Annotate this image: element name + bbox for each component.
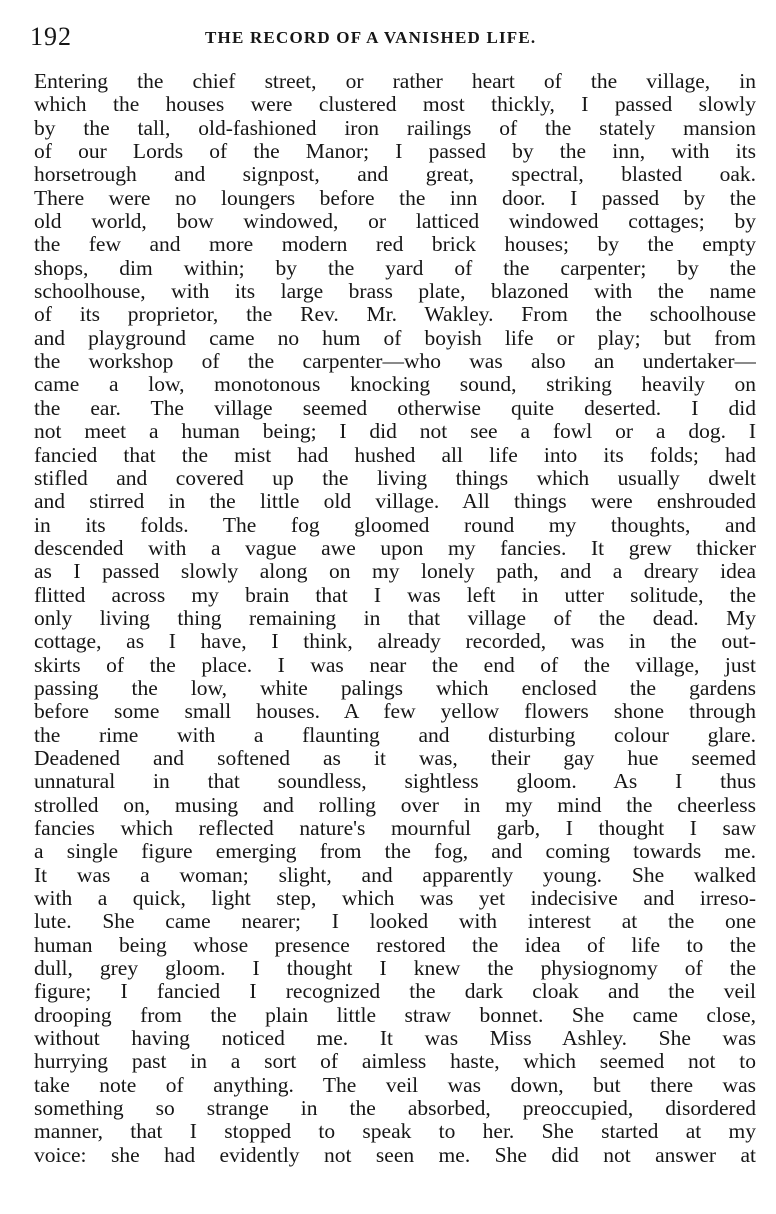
running-title: THE RECORD OF A VANISHED LIFE. xyxy=(205,28,537,47)
page-number: 192 xyxy=(30,22,72,51)
text-line: lute. She came nearer; I looked with interest at the one xyxy=(34,910,756,934)
text-line: fancies which reflected nature's mournful garb, I thought I saw xyxy=(34,817,756,840)
text-line: hurrying past in a sort of aimless haste, which seemed not to xyxy=(34,1050,756,1074)
text-line: dull, grey gloom. I thought I knew the physiognomy of the xyxy=(34,957,756,981)
text-line: the rime with a flaunting and disturbing colour glare. xyxy=(34,723,756,747)
text-line: the workshop of the carpenter—who was also an undertaker— xyxy=(34,350,756,374)
text-line: of its proprietor, the Rev. Mr. Wakley. From the schoolhouse xyxy=(34,303,756,327)
text-line: drooping from the plain little straw bonnet. She came close, xyxy=(34,1003,756,1027)
page-header xyxy=(30,22,760,52)
text-line: passing the low, white palings which enclosed the gardens xyxy=(34,676,756,700)
text-line: without having noticed me. It was Miss Ashley. She was xyxy=(34,1027,756,1051)
text-line: not meet a human being; I did not see a fowl or a dog. I xyxy=(34,420,756,444)
text-line: stifled and covered up the living things which usually dwelt xyxy=(34,466,756,490)
text-line: of our Lords of the Manor; I passed by the inn, with its xyxy=(34,140,756,164)
text-line: schoolhouse, with its large brass plate, blazoned with the name xyxy=(34,280,756,304)
text-line: and stirred in the little old village. All things were enshrouded xyxy=(34,490,756,514)
text-line: came a low, monotonous knocking sound, striking heavily on xyxy=(34,373,756,397)
text-line: the few and more modern red brick houses; by the empty xyxy=(34,233,756,257)
text-line: something so strange in the absorbed, preoccupied, disordered xyxy=(34,1097,756,1121)
text-line: which the houses were clustered most thickly, I passed slowly xyxy=(34,93,756,117)
text-line: with a quick, light step, which was yet indecisive and irreso- xyxy=(34,887,756,911)
text-line: a single figure emerging from the fog, and coming towards me. xyxy=(34,840,756,864)
text-line: shops, dim within; by the yard of the carpenter; by the xyxy=(34,256,756,280)
text-line: manner, that I stopped to speak to her. She started at my xyxy=(34,1120,756,1144)
text-line: take note of anything. The veil was down, but there was xyxy=(34,1073,756,1097)
text-line: in its folds. The fog gloomed round my thoughts, and xyxy=(34,513,756,537)
text-line: voice: she had evidently not seen me. She did not answer at xyxy=(34,1143,756,1167)
text-line: old world, bow windowed, or latticed windowed cottages; by xyxy=(34,210,756,234)
text-line: There were no loungers before the inn door. I passed by the xyxy=(34,186,756,210)
text-line: by the tall, old-fashioned iron railings of the stately mansion xyxy=(34,116,756,140)
text-line: descended with a vague awe upon my fancies. It grew thicker xyxy=(34,536,756,560)
text-line: and playground came no hum of boyish life or play; but from xyxy=(34,326,756,350)
text-line: figure; I fancied I recognized the dark cloak and the veil xyxy=(34,980,756,1004)
text-line: strolled on, musing and rolling over in my mind the cheerless xyxy=(34,793,756,817)
text-line: only living thing remaining in that village of the dead. My xyxy=(34,606,756,630)
text-line: horsetrough and signpost, and great, spectral, blasted oak. xyxy=(34,163,756,187)
text-line: skirts of the place. I was near the end of the village, just xyxy=(34,653,756,677)
text-line: Entering the chief street, or rather heart of the village, in xyxy=(34,70,756,93)
text-line: It was a woman; slight, and apparently young. She walked xyxy=(34,863,756,887)
text-line: before some small houses. A few yellow flowers shone through xyxy=(34,700,756,724)
text-line: flitted across my brain that I was left in utter solitude, the xyxy=(34,583,756,607)
text-line: human being whose presence restored the idea of life to the xyxy=(34,933,756,957)
text-line: Deadened and softened as it was, their gay hue seemed xyxy=(34,746,756,770)
text-line: cottage, as I have, I think, already recorded, was in the out- xyxy=(34,630,756,654)
text-line: the ear. The village seemed otherwise quite deserted. I did xyxy=(34,396,756,420)
text-line: unnatural in that soundless, sightless gloom. As I thus xyxy=(34,770,756,794)
body-text xyxy=(34,70,756,1167)
text-line: as I passed slowly along on my lonely path, and a dreary idea xyxy=(34,560,756,584)
text-line: fancied that the mist had hushed all life into its folds; had xyxy=(34,443,756,467)
